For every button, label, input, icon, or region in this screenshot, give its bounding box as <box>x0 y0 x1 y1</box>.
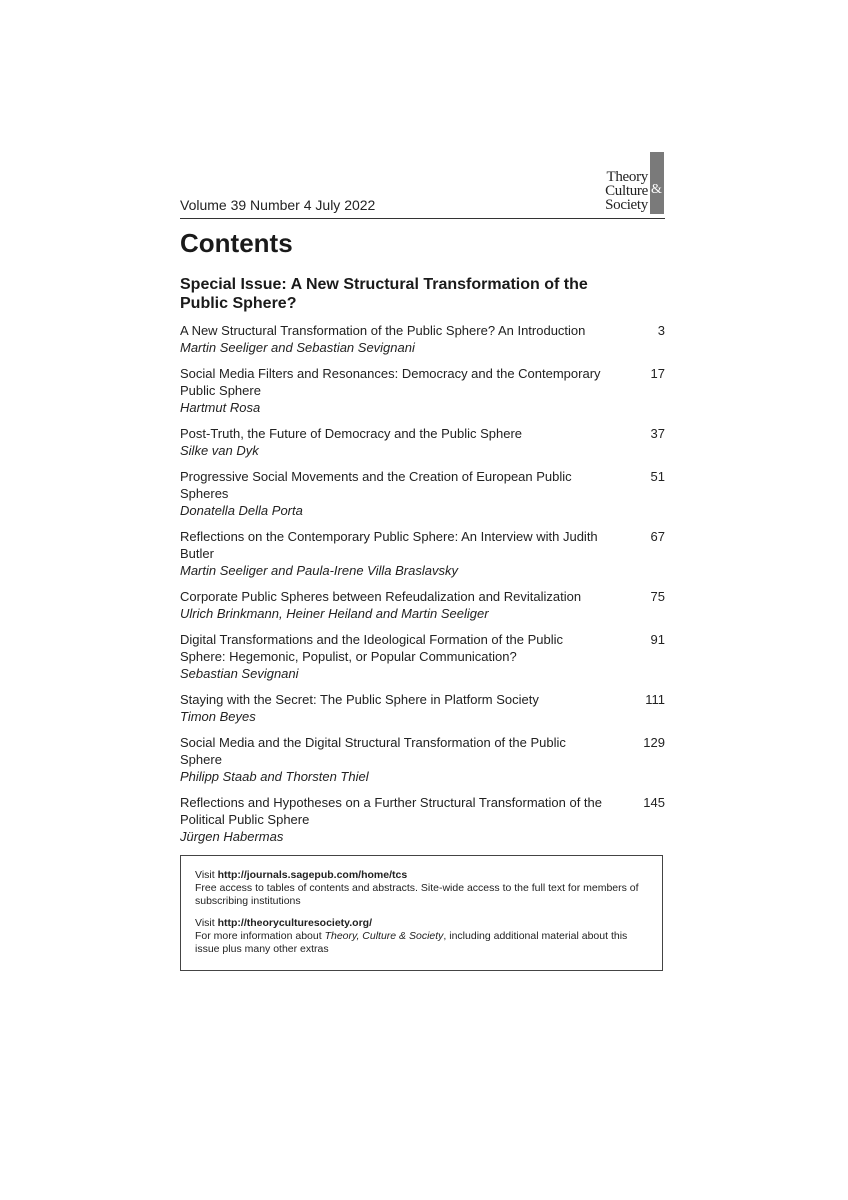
logo-word-theory: Theory <box>606 169 648 185</box>
info-box <box>180 855 663 971</box>
visit-line-2: Visit http://theoryculturesociety.org/ <box>195 917 372 929</box>
entry-title: A New Structural Transformation of the Public Sphere? An Introduction <box>180 323 586 338</box>
contents-entry[interactable] <box>180 425 665 459</box>
entry-authors: Hartmut Rosa <box>180 400 261 415</box>
logo-word-society: Society <box>605 197 648 213</box>
volume-info: Volume 39 Number 4 July 2022 <box>180 197 376 213</box>
contents-entry[interactable] <box>180 794 665 845</box>
contents-entry[interactable] <box>180 734 665 785</box>
entry-authors: Ulrich Brinkmann, Heiner Heiland and Martin Seeliger <box>180 606 489 621</box>
entry-page-number: 111 <box>645 692 665 707</box>
visit-desc-1: Free access to tables of contents and abstracts. Site-wide access to the full text for members of subscribing institutions <box>195 882 639 907</box>
sage-journal-link[interactable]: http://journals.sagepub.com/home/tcs <box>217 869 408 881</box>
entry-page-number: 17 <box>650 366 665 381</box>
entry-page-number: 91 <box>650 632 665 647</box>
visit-desc-2: For more information about Theory, Culture & Society, including additional material about this issue plus many other extras <box>195 930 628 955</box>
entry-authors: Philipp Staab and Thorsten Thiel <box>180 769 369 784</box>
entry-title: Social Media and the Digital Structural Transformation of the Public Sphere <box>180 735 566 767</box>
entry-page-number: 51 <box>650 469 665 484</box>
entry-title: Corporate Public Spheres between Refeudalization and Revitalization <box>180 589 582 604</box>
tcs-site-link[interactable]: http://theoryculturesociety.org/ <box>217 917 372 929</box>
entry-page-number: 75 <box>650 589 665 604</box>
contents-entry[interactable] <box>180 468 665 519</box>
page-title: Contents <box>180 228 293 258</box>
entry-authors: Martin Seeliger and Paula-Irene Villa Braslavsky <box>180 563 458 578</box>
contents-list <box>180 322 665 854</box>
entry-authors: Sebastian Sevignani <box>180 666 299 681</box>
contents-entry[interactable] <box>180 631 665 682</box>
entry-title: Reflections on the Contemporary Public Sphere: An Interview with Judith Butler <box>180 529 598 561</box>
contents-entry[interactable] <box>180 691 665 725</box>
logo-ampersand: & <box>651 182 662 197</box>
header-rule <box>180 218 665 219</box>
entry-title: Reflections and Hypotheses on a Further Structural Transformation of the Political Public Sphere <box>180 795 602 827</box>
visit-line-1: Visit http://journals.sagepub.com/home/tcs <box>195 869 408 881</box>
journal-logo <box>585 152 665 214</box>
entry-authors: Silke van Dyk <box>180 443 259 458</box>
entry-page-number: 3 <box>657 323 665 338</box>
contents-entry[interactable] <box>180 528 665 579</box>
contents-entry[interactable] <box>180 588 665 622</box>
entry-authors: Donatella Della Porta <box>180 503 303 518</box>
journal-name: Theory, Culture & Society <box>324 930 444 942</box>
entry-title: Progressive Social Movements and the Creation of European Public Spheres <box>180 469 572 501</box>
special-issue-heading: Special Issue: A New Structural Transformation of the Public Sphere? <box>180 276 588 312</box>
entry-page-number: 145 <box>643 795 665 810</box>
entry-title: Digital Transformations and the Ideological Formation of the Public Sphere: Hegemonic, Populist, or Popular Communication? <box>180 632 563 664</box>
contents-entry[interactable] <box>180 365 665 416</box>
entry-page-number: 129 <box>643 735 665 750</box>
entry-title: Post-Truth, the Future of Democracy and the Public Sphere <box>180 426 523 441</box>
entry-page-number: 37 <box>650 426 665 441</box>
entry-authors: Timon Beyes <box>180 709 256 724</box>
entry-authors: Jürgen Habermas <box>180 829 284 844</box>
entry-title: Staying with the Secret: The Public Sphere in Platform Society <box>180 692 539 707</box>
entry-authors: Martin Seeliger and Sebastian Sevignani <box>180 340 415 355</box>
entry-page-number: 67 <box>650 529 665 544</box>
entry-title: Social Media Filters and Resonances: Democracy and the Contemporary Public Sphere <box>180 366 601 398</box>
logo-word-culture: Culture <box>605 183 648 199</box>
contents-entry[interactable] <box>180 322 665 356</box>
